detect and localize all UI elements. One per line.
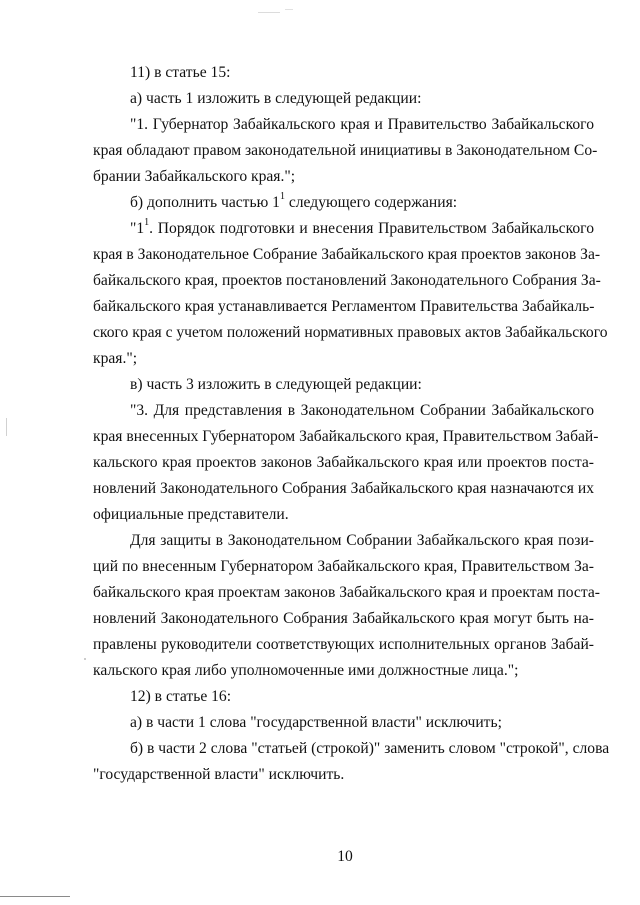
text-line: "государственной власти" исключить. [93,766,345,783]
text-line: края в Законодательное Собрание Забайкальского края проектов законов За- [93,246,601,263]
text-line: б) в части 2 слова "статьей (строкой)" заменить словом "строкой", слова [130,740,610,757]
text-line: брании Забайкальского края."; [93,168,296,185]
text-line: а) в части 1 слова "государственной власти" исключить; [130,714,502,731]
text-line: ского края с учетом положений нормативных правовых актов Забайкальского [93,324,608,341]
text-line: официальные представители. [93,506,289,523]
item-11-heading: 11) в статье 15: [130,64,231,81]
scan-artifact [285,9,293,10]
scan-artifact [258,12,280,13]
text-line: новлений Законодательного Собрания Забайкальского края назначаются их [93,480,594,497]
text-line: края."; [93,350,138,367]
text-fragment: следующего содержания: [284,194,458,211]
superscript: 1 [144,216,150,228]
subitem-v-heading: в) часть 3 изложить в следующей редакции: [130,376,422,393]
item-12-heading: 12) в статье 16: [130,688,232,705]
superscript: 1 [279,190,285,202]
scan-artifact [84,658,86,660]
text-line: края обладают правом законодательной инициативы в Законодательном Со- [93,142,598,159]
text-line: ций по внесенным Губернатором Забайкальского края, Правительством За- [93,558,594,575]
subitem-b-heading [130,192,594,214]
scan-artifact [0,896,70,897]
text-line: новлений Законодательного Собрания Забайкальского края могут быть на- [93,610,594,627]
text-fragment: . Порядок подготовки и внесения Правительством Забайкальского [149,220,594,237]
text-line: байкальского края проектам законов Забайкальского края и проектам поста- [93,584,600,601]
subitem-a-heading: а) часть 1 изложить в следующей редакции: [130,90,422,107]
text-line [130,218,594,240]
text-line: "1. Губернатор Забайкальского края и Правительство Забайкальского [130,116,594,133]
text-line: правлены руководители соответствующих исполнительных органов Забай- [93,636,594,653]
scan-artifact [6,418,7,436]
text-fragment: б) дополнить частью 1 [130,194,280,211]
text-line: кальского края либо уполномоченные ими должностные лица."; [93,662,519,679]
text-line: кальского края проектов законов Забайкальского края или проектов поста- [93,454,594,471]
text-fragment: "1 [130,220,145,237]
text-line: Для защиты в Законодательном Собрании Забайкальского края пози- [130,532,594,549]
text-line: байкальского края, проектов постановлений Законодательного Собрания За- [93,272,601,289]
page-number: 10 [337,848,353,865]
text-line: "3. Для представления в Законодательном Собрании Забайкальского [130,402,594,419]
text-line: края внесенных Губернатором Забайкальского края, Правительством Забай- [93,428,599,445]
text-line: байкальского края устанавливается Регламентом Правительства Забайкаль- [93,298,595,315]
